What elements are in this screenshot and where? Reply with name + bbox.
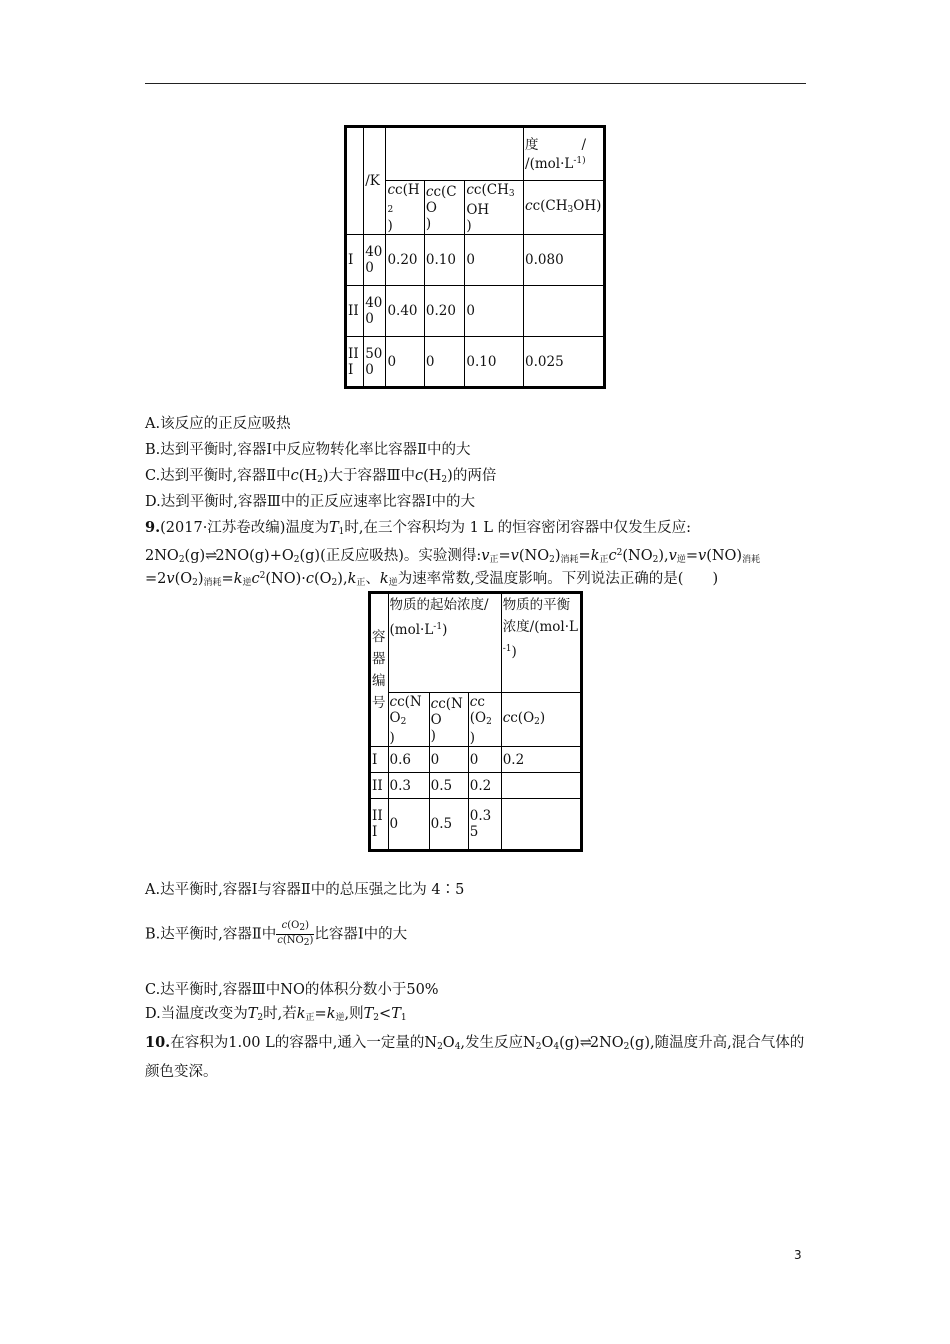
table2-header-container: 容器编号 xyxy=(370,593,389,747)
q8-option-c: C.达到平衡时,容器Ⅱ中$c(H_2)$大于容器Ⅲ中$c(H_2)$的两倍 xyxy=(145,468,497,485)
table1-header-container xyxy=(346,127,364,235)
q9-option-c: C.达平衡时,容器Ⅲ中NO的体积分数小于50% xyxy=(145,982,439,998)
q9-option-b: B.达平衡时,容器Ⅱ中 $\frac{c(O_2)}{c(NO_2)}$ 比容器Ⅰ中的大 xyxy=(145,920,408,948)
q8-option-d: D.达到平衡时,容器Ⅲ中的正反应速率比容器Ⅰ中的大 xyxy=(145,494,476,510)
q9-option-a: A.达平衡时,容器Ⅰ与容器Ⅱ中的总压强之比为 4∶5 xyxy=(145,882,465,898)
table-row: II 0.3 0.5 0.2 xyxy=(370,773,582,799)
equilibrium-table-1 xyxy=(344,125,606,389)
table2-header-eq-conc: 物质的平衡浓度$/(mol\cdot L^{-1})$ xyxy=(501,593,581,693)
equilibrium-table-2 xyxy=(368,591,583,852)
table1-col-ch3oh: $cc(CH_3OH$ ) xyxy=(465,181,524,235)
table-row: I 0.6 0 0 0.2 xyxy=(370,747,582,773)
q9-stem-line3: $=2v(O_2)_{消耗}=k_逆c^2(NO)\cdot c(O_2),k_正$、$k_逆$为速率常数,受温度影响。下列说法正确的是( ) xyxy=(145,571,719,588)
table1-header-eq-conc: 度 / $/(mol\cdot L^{-1)}$ xyxy=(524,127,605,181)
table2-col-no2: $cc(NO_2$ ) xyxy=(388,693,429,747)
table-row: II 400 0.40 0.20 0 xyxy=(346,286,605,337)
page-number: 3 xyxy=(794,1248,802,1262)
table1-col-ch3oh-eq: $cc(CH_3OH)$ xyxy=(524,181,605,235)
table1-header-temp: /K xyxy=(364,127,386,235)
q9-stem-line2: $2NO_2(g)\rightleftharpoons 2NO(g)+O_2(g)$(正反应吸热)。实验测得$:v_正=v(NO_2)_{消耗}=k_正c^2(NO_2),v_逆=v(NO)_{消耗}$ xyxy=(145,548,761,565)
q9-stem-line1: 9.(2017·江苏卷改编)温度为$T_1$时,在三个容积均为 1 L 的恒容密闭容器中仅发生反应: xyxy=(145,519,692,537)
table2-col-no: cc(NO ) xyxy=(429,693,468,747)
q9-option-d: D.当温度改变为$T_2$时,若$k_正=k_逆$,则$T_2<T_1$ xyxy=(145,1006,407,1023)
table-row: III 0 0.5 0.35 xyxy=(370,799,582,851)
table1-header-start-conc xyxy=(386,127,524,181)
q8-option-b: B.达到平衡时,容器Ⅰ中反应物转化率比容器Ⅱ中的大 xyxy=(145,442,471,458)
table2-col-o2: $cc(O_2$ ) xyxy=(468,693,501,747)
table-row: I 400 0.20 0.10 0 0.080 xyxy=(346,235,605,286)
table1-col-co: cc(CO ) xyxy=(424,181,464,235)
table-row: III 500 0 0 0.10 0.025 xyxy=(346,337,605,388)
q10-stem: 10.在容积为1.00 L的容器中,通入一定量的$N_2O_4$,发生反应$N_2O_4(g)\rightleftharpoons 2NO_2(g)$,随温度升高,混合气体的颜色变深。 xyxy=(145,1034,805,1080)
table2-header-start-conc: 物质的起始浓度$/(mol\cdot L^{-1})$ xyxy=(388,593,501,693)
table2-col-o2-eq: $cc(O_2)$ xyxy=(501,693,581,747)
fraction: $\frac{c(O_2)}{c(NO_2)}$ xyxy=(277,920,314,948)
header-rule xyxy=(145,83,806,84)
table1-col-h2: $cc(H_2$ ) xyxy=(386,181,424,235)
q8-option-a: A.该反应的正反应吸热 xyxy=(145,416,291,432)
